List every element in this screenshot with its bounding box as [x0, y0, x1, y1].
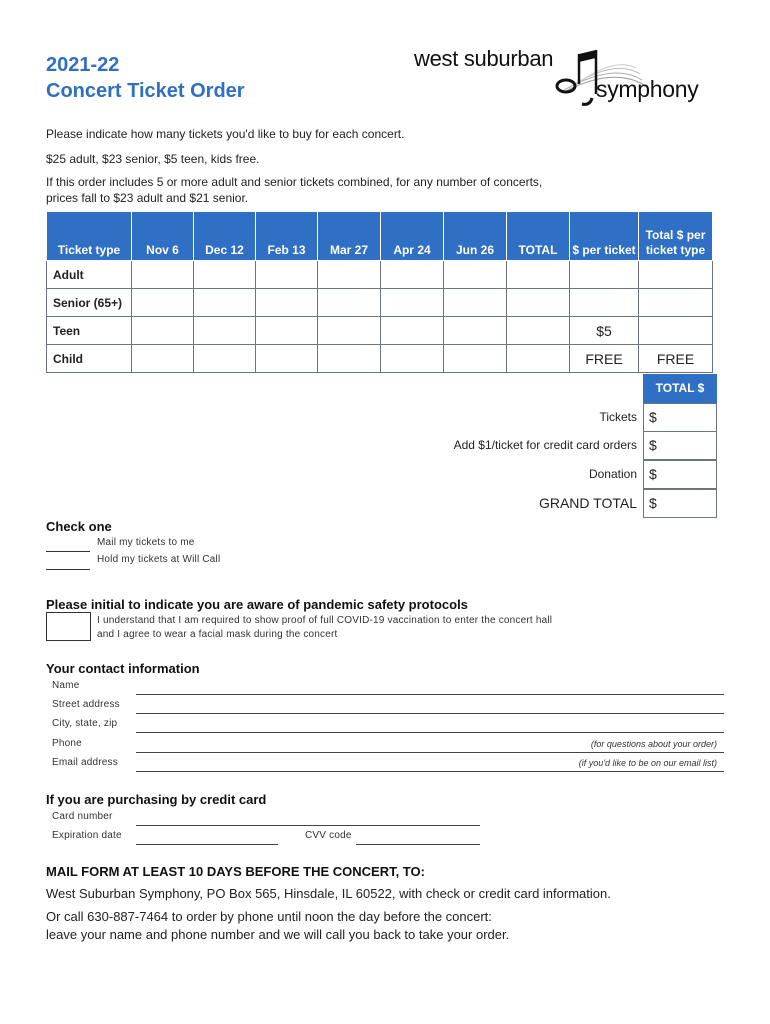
initials-box[interactable] [46, 612, 91, 641]
table-row-child [47, 345, 713, 373]
email-label: Email address [52, 757, 118, 768]
intro-discount-line-1: If this order includes 5 or more adult and senior tickets combined, for any number of concerts, [46, 175, 543, 189]
qty-cell[interactable] [194, 289, 256, 317]
phone-note: (for questions about your order) [590, 739, 717, 749]
email-note: (if you'd like to be on our email list) [578, 758, 717, 768]
will-call-option: Hold my tickets at Will Call [97, 554, 221, 565]
qty-cell[interactable] [318, 317, 381, 345]
card-number-label: Card number [52, 811, 113, 822]
qty-cell[interactable] [444, 317, 507, 345]
name-label: Name [52, 680, 80, 691]
type-total-cell: FREE [639, 345, 713, 373]
totals-row-tickets [420, 403, 717, 431]
row-total-cell[interactable] [507, 345, 570, 373]
row-label: Senior (65+) [47, 289, 132, 317]
totals-label: Tickets [599, 410, 637, 424]
qty-cell[interactable] [381, 289, 444, 317]
header-nov-6: Nov 6 [132, 212, 194, 261]
intro-prices: $25 adult, $23 senior, $5 teen, kids free. [46, 152, 260, 166]
form-title: Concert Ticket Order [46, 80, 245, 102]
contact-title: Your contact information [46, 661, 200, 676]
intro-line-1: Please indicate how many tickets you'd like to buy for each concert. [46, 127, 405, 141]
pandemic-title: Please initial to indicate you are aware of pandemic safety protocols [46, 597, 468, 612]
pandemic-text-2: and I agree to wear a facial mask during the concert [97, 629, 338, 640]
qty-cell[interactable] [132, 289, 194, 317]
qty-cell[interactable] [444, 289, 507, 317]
per-ticket-cell[interactable] [570, 289, 639, 317]
qty-cell[interactable] [256, 289, 318, 317]
cvv-input[interactable] [356, 844, 480, 845]
grand-total-field[interactable]: $ [643, 489, 717, 518]
intro-discount-line-2: prices fall to $23 adult and $21 senior. [46, 191, 249, 205]
city-input[interactable] [136, 732, 724, 733]
header-per-ticket: $ per ticket [570, 212, 639, 261]
per-ticket-cell[interactable] [570, 261, 639, 289]
street-label: Street address [52, 699, 120, 710]
header-apr-24: Apr 24 [381, 212, 444, 261]
tickets-total-field[interactable]: $ [643, 403, 717, 432]
pandemic-text-1: I understand that I am required to show proof of full COVID-19 vaccination to enter the concert hall [97, 615, 553, 626]
row-total-cell[interactable] [507, 317, 570, 345]
check-one-title: Check one [46, 519, 112, 534]
credit-fee-field[interactable]: $ [643, 431, 717, 460]
totals-row-credit-fee [420, 431, 717, 459]
mail-address: West Suburban Symphony, PO Box 565, Hinsdale, IL 60522, with check or credit card information. [46, 886, 611, 901]
season-label: 2021-22 [46, 54, 120, 76]
qty-cell[interactable] [132, 261, 194, 289]
email-input[interactable] [136, 771, 724, 772]
phone-order-line-1: Or call 630-887-7464 to order by phone until noon the day before the concert: [46, 909, 492, 924]
totals-row-donation [420, 460, 717, 488]
per-ticket-cell: FREE [570, 345, 639, 373]
qty-cell[interactable] [256, 261, 318, 289]
header-total-per-type: Total $ per ticket type [639, 212, 713, 261]
donation-field[interactable]: $ [643, 460, 717, 489]
table-row-adult [47, 261, 713, 289]
qty-cell[interactable] [318, 289, 381, 317]
header-dec-12: Dec 12 [194, 212, 256, 261]
qty-cell[interactable] [318, 345, 381, 373]
street-input[interactable] [136, 713, 724, 714]
phone-input[interactable] [136, 752, 724, 753]
qty-cell[interactable] [256, 345, 318, 373]
header-jun-26: Jun 26 [444, 212, 507, 261]
table-row-senior [47, 289, 713, 317]
qty-cell[interactable] [132, 345, 194, 373]
totals-header: TOTAL $ [643, 374, 717, 403]
type-total-cell[interactable] [639, 289, 713, 317]
qty-cell[interactable] [318, 261, 381, 289]
row-label: Teen [47, 317, 132, 345]
row-label: Child [47, 345, 132, 373]
type-total-cell[interactable] [639, 317, 713, 345]
qty-cell[interactable] [381, 317, 444, 345]
name-input[interactable] [136, 694, 724, 695]
mail-instructions-title: MAIL FORM AT LEAST 10 DAYS BEFORE THE CONCERT, TO: [46, 864, 425, 879]
totals-label: Donation [588, 467, 637, 481]
symphony-logo [414, 46, 724, 108]
totals-label: GRAND TOTAL [538, 495, 637, 511]
table-header-row [47, 212, 713, 261]
qty-cell[interactable] [256, 317, 318, 345]
mail-tickets-blank[interactable] [46, 551, 90, 552]
type-total-cell[interactable] [639, 261, 713, 289]
qty-cell[interactable] [194, 261, 256, 289]
row-label: Adult [47, 261, 132, 289]
totals-row-grand-total [420, 489, 717, 517]
credit-card-title: If you are purchasing by credit card [46, 792, 267, 807]
city-label: City, state, zip [52, 718, 118, 729]
header-ticket-type: Ticket type [47, 212, 132, 261]
qty-cell[interactable] [381, 261, 444, 289]
row-total-cell[interactable] [507, 289, 570, 317]
qty-cell[interactable] [132, 317, 194, 345]
qty-cell[interactable] [194, 317, 256, 345]
qty-cell[interactable] [444, 261, 507, 289]
page-title [46, 52, 245, 104]
card-number-input[interactable] [136, 825, 480, 826]
header-feb-13: Feb 13 [256, 212, 318, 261]
logo-text-bottom: symphony [596, 76, 699, 102]
expiration-label: Expiration date [52, 830, 122, 841]
expiration-input[interactable] [136, 844, 278, 845]
table-row-teen [47, 317, 713, 345]
mail-tickets-option: Mail my tickets to me [97, 537, 195, 548]
qty-cell[interactable] [381, 345, 444, 373]
logo-text-top: west suburban [414, 46, 554, 71]
ticket-order-table [46, 211, 713, 373]
per-ticket-cell: $5 [570, 317, 639, 345]
phone-order-line-2: leave your name and phone number and we will call you back to take your order. [46, 927, 510, 942]
phone-label: Phone [52, 738, 82, 749]
header-mar-27: Mar 27 [318, 212, 381, 261]
cvv-label: CVV code [305, 830, 352, 841]
row-total-cell[interactable] [507, 261, 570, 289]
qty-cell[interactable] [194, 345, 256, 373]
qty-cell[interactable] [444, 345, 507, 373]
header-total: TOTAL [507, 212, 570, 261]
will-call-blank[interactable] [46, 569, 90, 570]
totals-label: Add $1/ticket for credit card orders [453, 438, 637, 452]
